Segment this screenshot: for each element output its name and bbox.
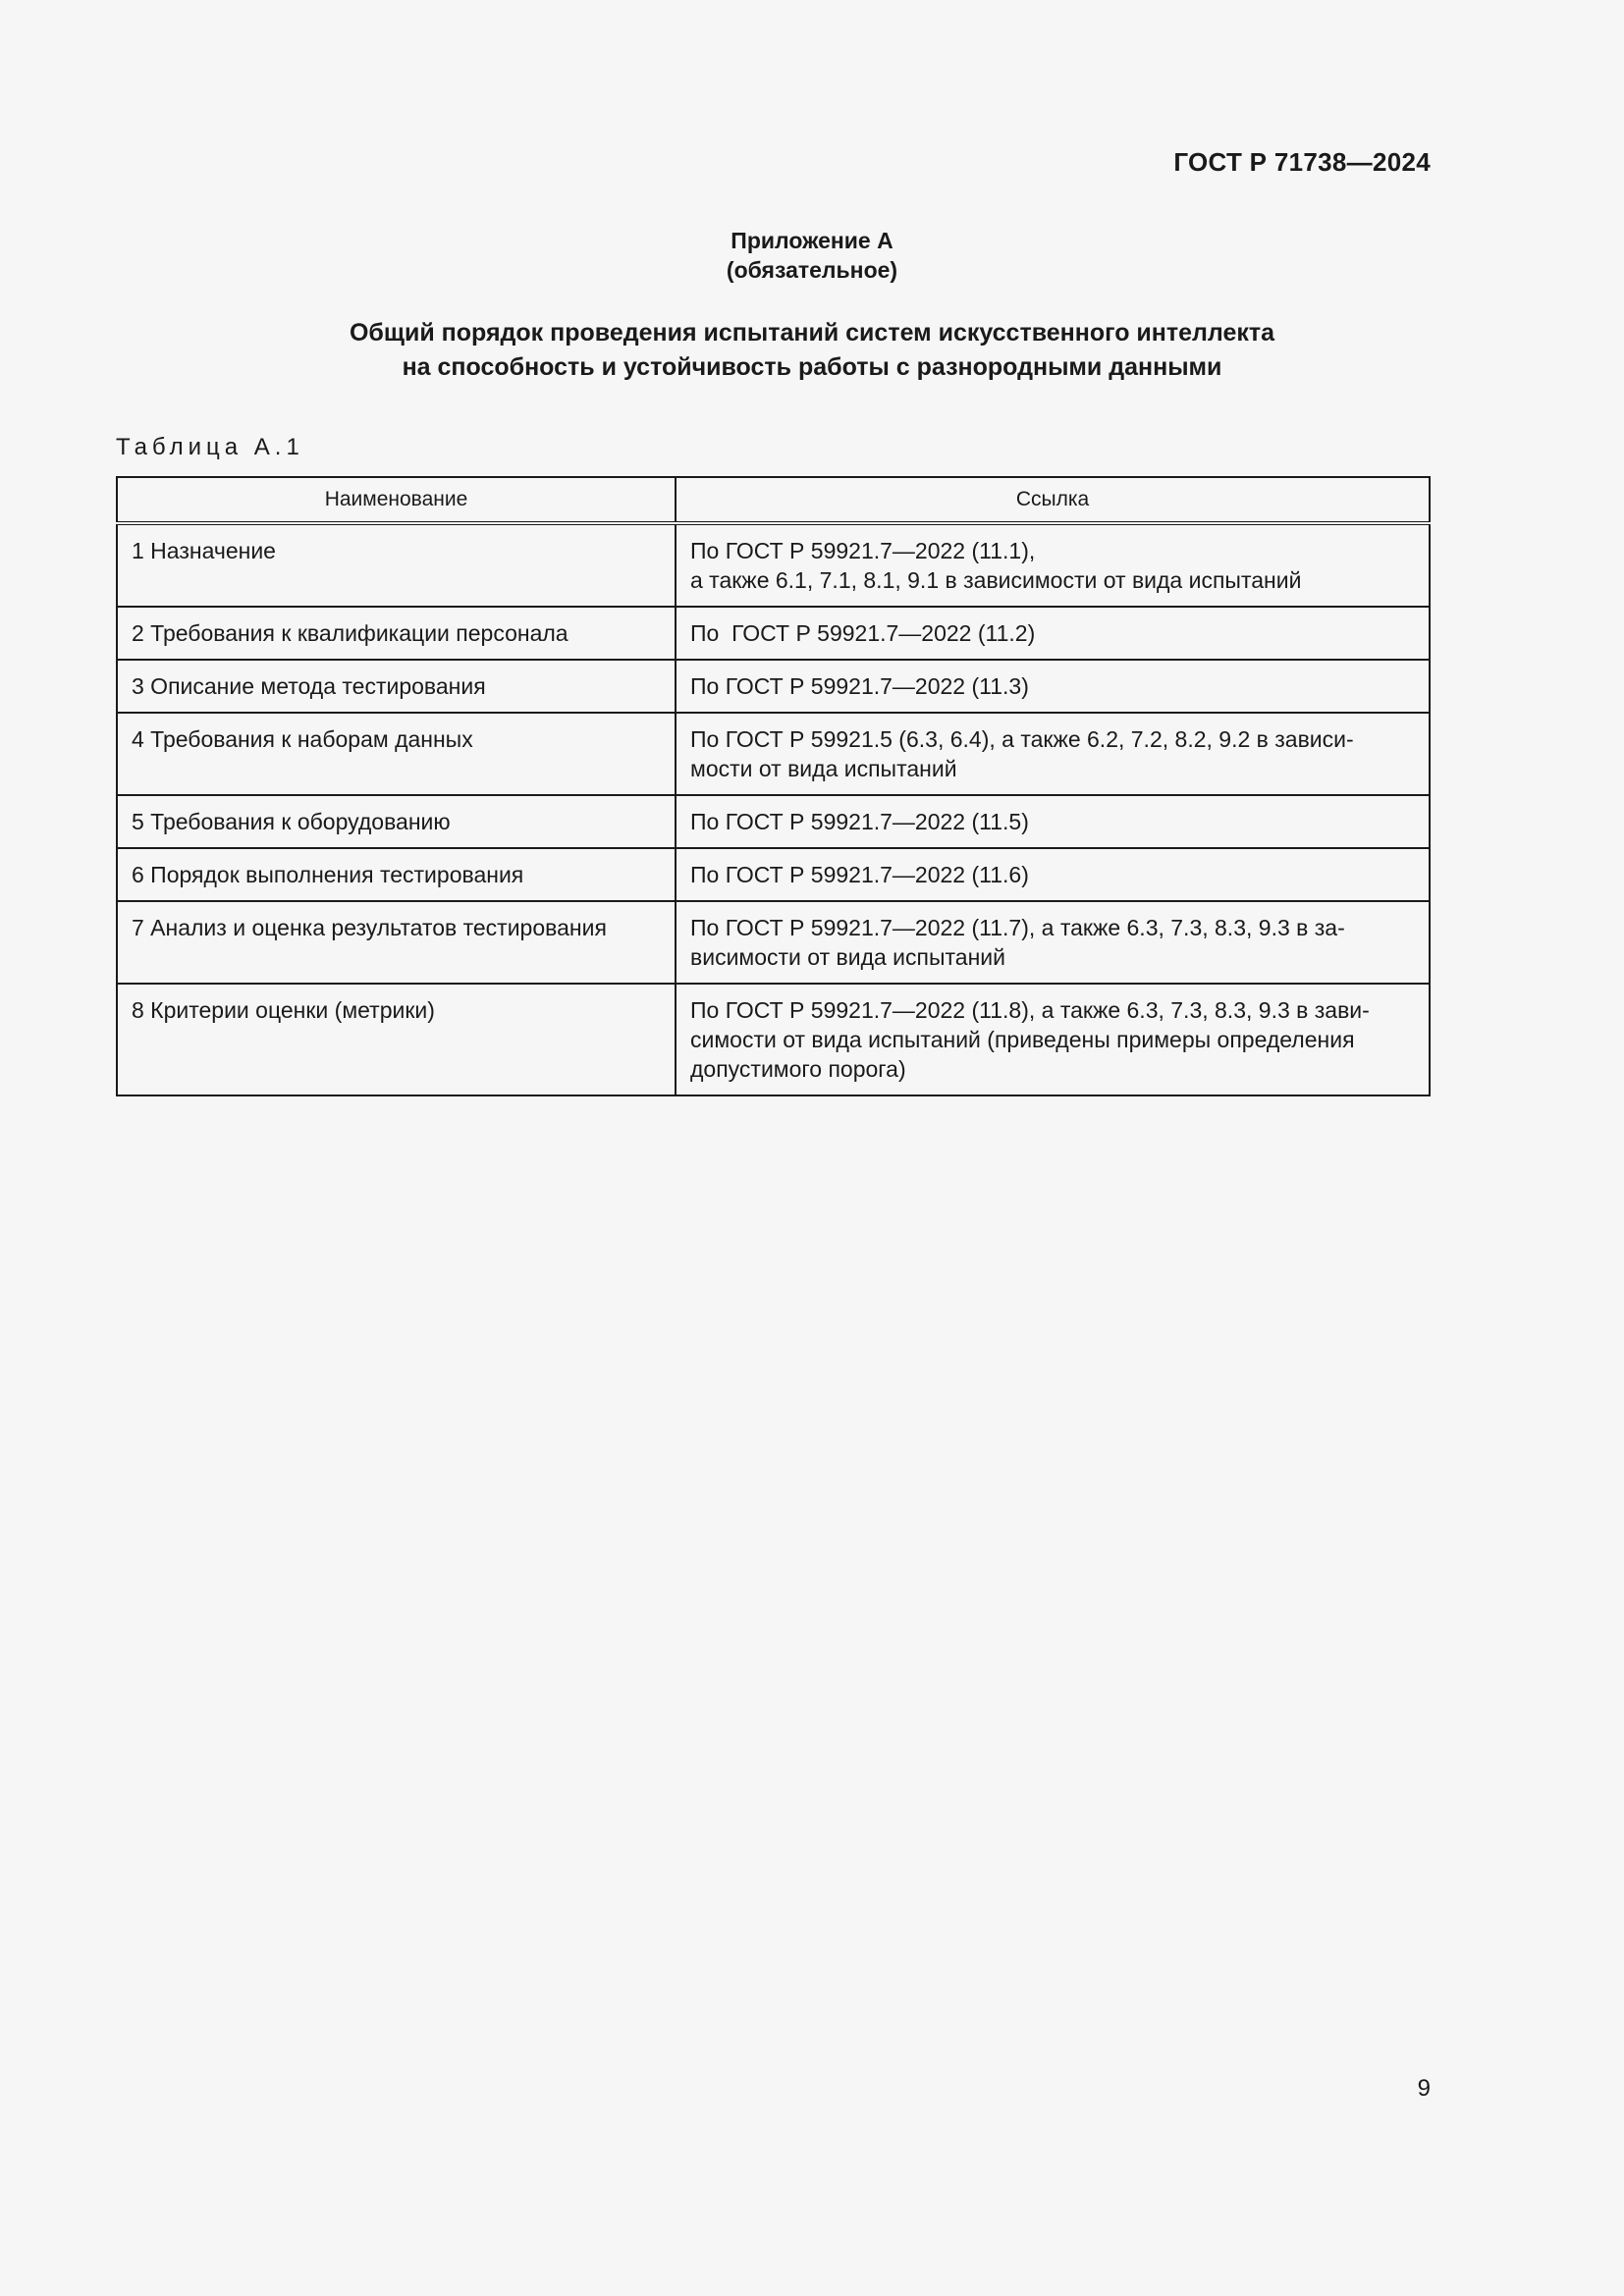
row-name: 2 Требования к квалификации персонала	[117, 607, 676, 660]
table-row	[117, 848, 1430, 901]
row-name: 8 Критерии оценки (метрики)	[117, 984, 676, 1095]
row-ref-line: По ГОСТ Р 59921.7—2022 (11.3)	[690, 673, 1029, 699]
row-ref	[676, 713, 1430, 795]
row-ref	[676, 607, 1430, 660]
appendix-title	[0, 316, 1624, 385]
row-ref-line: По ГОСТ Р 59921.7—2022 (11.8), а также 6.3, 7.3, 8.3, 9.3 в зави-	[690, 997, 1370, 1023]
table-row	[117, 713, 1430, 795]
row-ref	[676, 523, 1430, 607]
row-ref-line: По ГОСТ Р 59921.7—2022 (11.5)	[690, 809, 1029, 834]
row-ref	[676, 848, 1430, 901]
table-row	[117, 984, 1430, 1095]
row-ref-line: По ГОСТ Р 59921.7—2022 (11.2)	[690, 620, 1036, 646]
table-row	[117, 607, 1430, 660]
table-row	[117, 660, 1430, 713]
row-ref-line: По ГОСТ Р 59921.7—2022 (11.1),	[690, 538, 1036, 563]
column-header-ref: Ссылка	[676, 477, 1430, 523]
row-name: 5 Требования к оборудованию	[117, 795, 676, 848]
title-line-2: на способность и устойчивость работы с разнородными данными	[402, 353, 1222, 381]
table-row	[117, 795, 1430, 848]
title-line-1: Общий порядок проведения испытаний систем искусственного интеллекта	[349, 319, 1275, 347]
row-ref	[676, 795, 1430, 848]
column-header-name: Наименование	[117, 477, 676, 523]
table-row	[117, 901, 1430, 984]
row-ref-line: симости от вида испытаний (приведены примеры определения	[690, 1027, 1355, 1052]
row-ref-line: По ГОСТ Р 59921.5 (6.3, 6.4), а также 6.2, 7.2, 8.2, 9.2 в зависи-	[690, 726, 1354, 752]
table-header-row	[117, 477, 1430, 523]
row-ref	[676, 660, 1430, 713]
table-row	[117, 523, 1430, 607]
row-name: 4 Требования к наборам данных	[117, 713, 676, 795]
row-ref-line: висимости от вида испытаний	[690, 944, 1005, 970]
document-code: ГОСТ Р 71738—2024	[1173, 147, 1431, 177]
row-ref-line: По ГОСТ Р 59921.7—2022 (11.7), а также 6.3, 7.3, 8.3, 9.3 в за-	[690, 915, 1345, 940]
row-name: 3 Описание метода тестирования	[117, 660, 676, 713]
row-ref-line: По ГОСТ Р 59921.7—2022 (11.6)	[690, 862, 1029, 887]
row-ref-line: а также 6.1, 7.1, 8.1, 9.1 в зависимости от вида испытаний	[690, 567, 1302, 593]
row-ref-line: допустимого порога)	[690, 1056, 906, 1082]
row-ref	[676, 901, 1430, 984]
appendix-heading	[0, 226, 1624, 285]
row-ref-line: мости от вида испытаний	[690, 756, 957, 781]
appendix-label: Приложение А	[731, 228, 893, 253]
row-ref	[676, 984, 1430, 1095]
row-name: 6 Порядок выполнения тестирования	[117, 848, 676, 901]
page-number: 9	[1417, 2075, 1431, 2102]
reference-table	[116, 476, 1431, 1096]
table-caption: Таблица А.1	[116, 434, 304, 460]
row-name: 1 Назначение	[117, 523, 676, 607]
row-name: 7 Анализ и оценка результатов тестирования	[117, 901, 676, 984]
appendix-status: (обязательное)	[726, 257, 898, 283]
